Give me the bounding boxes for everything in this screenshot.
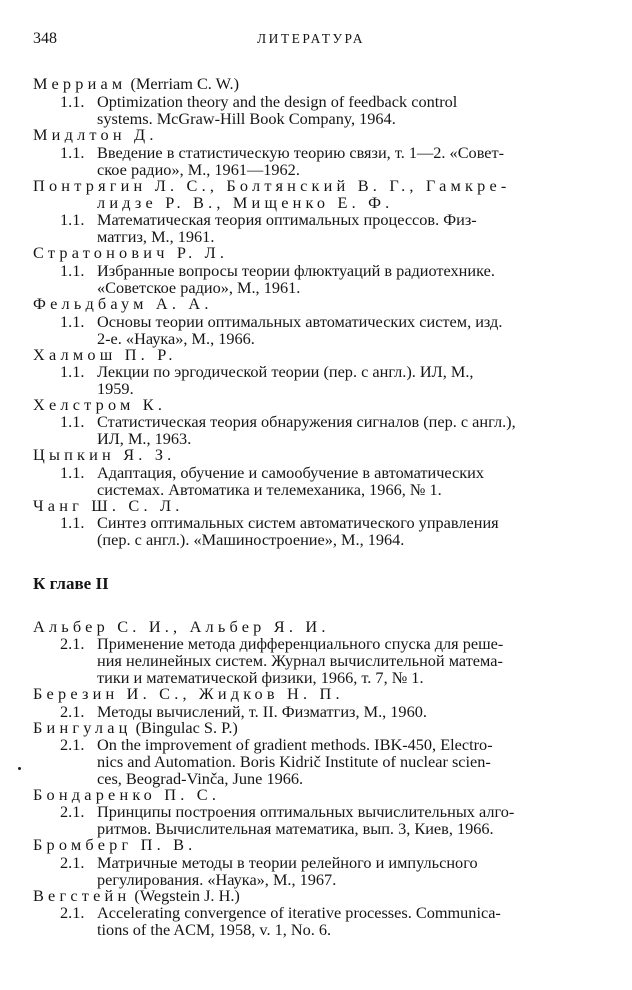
- entry-text: Математическая теория оптимальных процессов. Физ-: [97, 210, 477, 229]
- entry-text: Адаптация, обучение и самообучение в автоматических: [97, 463, 485, 482]
- entry-text: On the improvement of gradient methods. IBK-450, Electro-: [97, 735, 493, 754]
- entry-text: Введение в статистическую теорию связи, т. 1—2. «Совет-: [97, 143, 505, 162]
- entry-number: 1.1.: [60, 143, 85, 162]
- author-name: Понтрягин Л. С., Болтянский В. Г., Гамкре-: [33, 176, 511, 195]
- entry-text: Избранные вопросы теории флюктуаций в радиотехнике.: [97, 261, 495, 280]
- author-line-continuation: лидзе Р. В., Мищенко Е. Ф.: [97, 193, 394, 212]
- entry-text: Основы теории оптимальных автоматических систем, изд.: [97, 312, 503, 331]
- entry-continuation: nics and Automation. Boris Kidrič Institute of nuclear scien-: [97, 752, 491, 771]
- entry-number: 2.1.: [60, 802, 85, 821]
- page-number: 348: [33, 30, 57, 47]
- entry-continuation: ИЛ, М., 1963.: [97, 429, 192, 448]
- author-line: [33, 836, 196, 854]
- author-name: Бингулац: [33, 718, 132, 737]
- entry-number: 2.1.: [60, 903, 85, 922]
- entry-continuation: ния нелинейных систем. Журнал вычислительной матема-: [97, 651, 503, 670]
- entry-text: Статистическая теория обнаружения сигналов (пер. с англ.),: [97, 412, 516, 431]
- author-name: Мидлтон Д.: [33, 125, 158, 144]
- section-heading: К главе II: [33, 574, 109, 593]
- author-name: Березин И. С., Жидков Н. П.: [33, 684, 344, 703]
- author-line: [33, 244, 228, 262]
- entry-text: Optimization theory and the design of feedback control: [97, 92, 458, 111]
- author-name: Бромберг П. В.: [33, 835, 197, 854]
- entry-continuation: «Советское радио», М., 1961.: [97, 278, 301, 297]
- entry-text: Принципы построения оптимальных вычислительных алго-: [97, 802, 515, 821]
- entry-number: 1.1.: [60, 312, 85, 331]
- entry-continuation: (пер. с англ.). «Машиностроение», М., 1964.: [97, 530, 405, 549]
- author-name: Вегстейн: [33, 886, 131, 905]
- entry-number: 1.1.: [60, 412, 85, 431]
- entry-continuation: ское радио», М., 1961—1962.: [97, 160, 300, 179]
- entry-number: 2.1.: [60, 853, 85, 872]
- author-name: Альбер С. И., Альбер Я. И.: [33, 617, 330, 636]
- entry-number: 1.1.: [60, 513, 85, 532]
- author-original-name: (Merriam C. W.): [126, 74, 240, 93]
- author-name: Фельдбаум А. А.: [33, 294, 213, 313]
- entry-number: 2.1.: [60, 634, 85, 653]
- entry-number: 2.1.: [60, 735, 85, 754]
- entry-continuation: тики и математической физики, 1966, т. 7, № 1.: [97, 668, 424, 687]
- entry-continuation: systems. McGraw-Hill Book Company, 1964.: [97, 109, 396, 128]
- author-line: [33, 126, 158, 144]
- running-title: ЛИТЕРАТУРА: [256, 31, 366, 46]
- print-speck: [18, 767, 21, 770]
- author-original-name: (Wegstein J. H.): [130, 886, 240, 905]
- author-line: [33, 685, 344, 703]
- entry-text: Применение метода дифференциального спуска для реше-: [97, 634, 504, 653]
- entry-continuation: регулирования. «Наука», М., 1967.: [97, 870, 337, 889]
- author-name: Мерриам: [33, 74, 127, 93]
- author-name: Чанг Ш. С. Л.: [33, 496, 184, 515]
- author-original-name: (Bingulac S. P.): [131, 718, 238, 737]
- entry-text: Accelerating convergence of iterative processes. Communica-: [97, 903, 501, 922]
- entry-number: 1.1.: [60, 210, 85, 229]
- entry-text: Синтез оптимальных систем автоматического управления: [97, 513, 499, 532]
- entry-continuation: матгиз, М., 1961.: [97, 227, 215, 246]
- entry-text: Лекции по эргодической теории (пер. с англ.). ИЛ, М.,: [97, 362, 474, 381]
- author-line: [33, 75, 239, 93]
- entry-continuation: ces, Beograd-Vinča, June 1966.: [97, 769, 304, 788]
- author-line: [33, 446, 175, 464]
- entry-continuation: системах. Автоматика и телемеханика, 1966, № 1.: [97, 480, 442, 499]
- entry-continuation: 1959.: [97, 379, 134, 398]
- entry-number: 1.1.: [60, 92, 85, 111]
- entry-continuation: tions of the ACM, 1958, v. 1, No. 6.: [97, 920, 332, 939]
- entry-number: 2.1.: [60, 702, 85, 721]
- entry-text: Методы вычислений, т. II. Физматгиз, М., 1960.: [97, 702, 427, 721]
- entry-text: Матричные методы в теории релейного и импульсного: [97, 853, 478, 872]
- author-name: Бондаренко П. С.: [33, 785, 221, 804]
- author-name: Стратонович Р. Л.: [33, 243, 229, 262]
- entry-continuation: ритмов. Вычислительная математика, вып. 3, Киев, 1966.: [97, 819, 494, 838]
- entry-continuation: 2-е. «Наука», М., 1966.: [97, 329, 255, 348]
- entry-number: 1.1.: [60, 362, 85, 381]
- entry-number: 1.1.: [60, 463, 85, 482]
- entry-number: 1.1.: [60, 261, 85, 280]
- page-header: [33, 30, 589, 52]
- author-name: Хелстром К.: [33, 395, 167, 414]
- author-name: Цыпкин Я. З.: [33, 445, 176, 464]
- author-line: [33, 295, 213, 313]
- author-name: Халмош П. Р.: [33, 345, 177, 364]
